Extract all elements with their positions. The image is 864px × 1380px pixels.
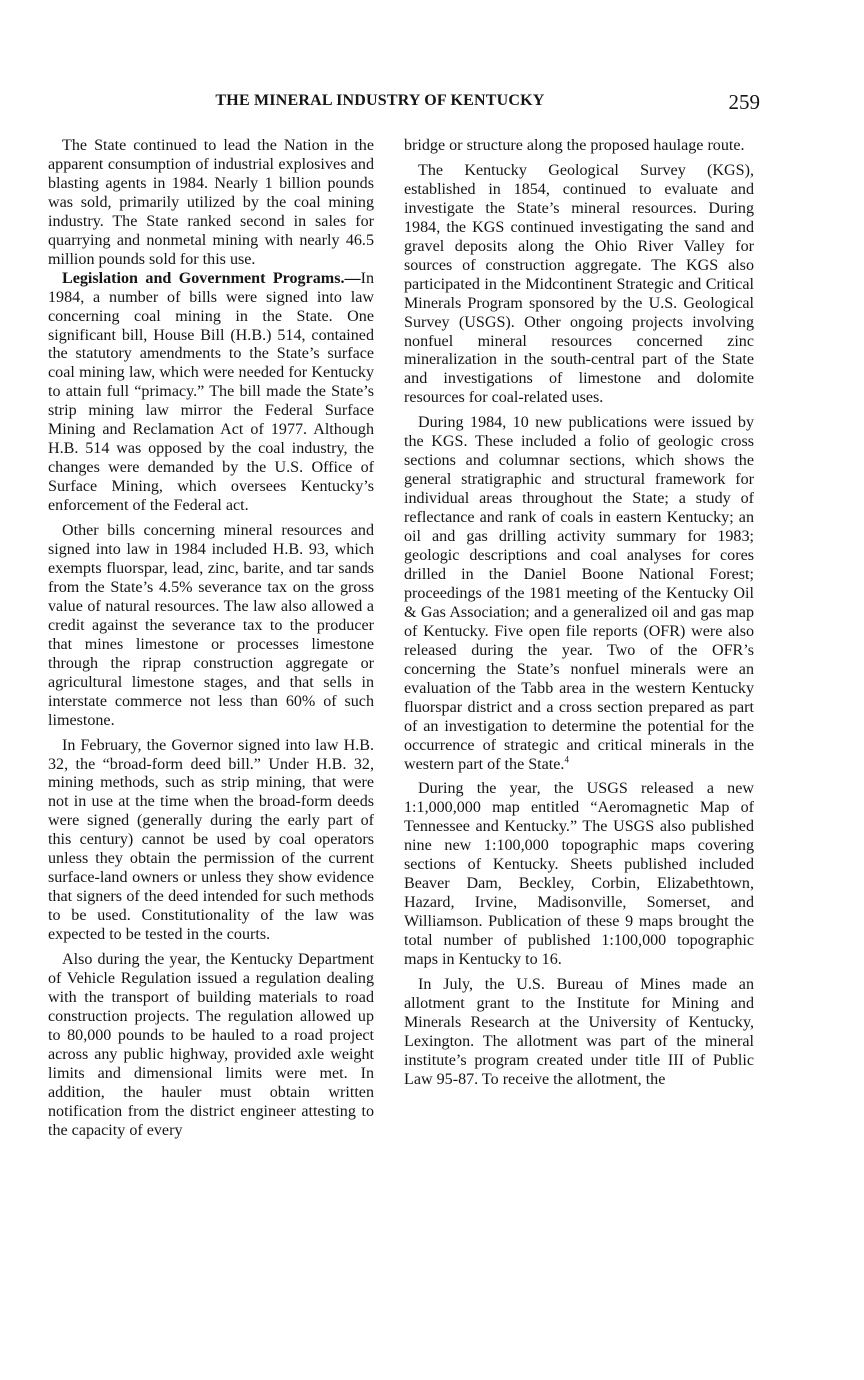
paragraph-kgs: The Kentucky Geological Survey (KGS), established in 1854, continued to evaluate and investigate the State’s mineral resources. During 1984, the KGS continued investigating the sand and gravel deposits along the Ohio River Valley for sources of construction aggregate. The KGS also participated in the Midcontinent Strategic and Critical Minerals Program sponsored by the U.S. Geological Survey (USGS). Other ongoing projects involving nonfuel mineral resources concerned zinc mineralization in the south-central part of the State and investigations of limestone and dolomite resources for coal-related uses. (404, 161, 754, 407)
paragraph-legislation (48, 270, 374, 516)
paragraph-broad-form-deed: In February, the Governor signed into law H.B. 32, the “broad-form deed bill.” Under H.B. 32, mining methods, such as strip mining, that were not in use at the time when the broad-form deeds were signed (generally during the early part of this century) cannot be used by coal operators unless they obtain the permission of the current surface-land owners or unless they show evidence that signers of the deed intended for such methods to be used. Constitutionality of the law was expected to be tested in the courts. (48, 736, 374, 944)
left-column (48, 137, 374, 1141)
section-heading-legislation: Legislation and Government Programs.— (62, 269, 361, 287)
page-header (60, 90, 760, 116)
running-title: THE MINERAL INDUSTRY OF KENTUCKY (215, 92, 545, 109)
paragraph-legislation-text: In 1984, a number of bills were signed into law concerning coal mining in the State. One significant bill, House Bill (H.B.) 514, contained the statutory amendments to the State’s surface coal mining law, which were needed for Kentucky to attain full “primacy.” The bill made the State’s strip mining law mirror the Federal Surface Mining and Reclamation Act of 1977. Although H.B. 514 was opposed by the coal industry, the changes were demanded by the U.S. Office of Surface Mining, which oversees Kentucky’s enforcement of the Federal act. (48, 269, 374, 515)
paragraph-bureau-of-mines: In July, the U.S. Bureau of Mines made an allotment grant to the Institute for Mining and Minerals Research at the University of Kentucky, Lexington. The allotment was part of the mineral institute’s program created under title III of Public Law 95-87. To receive the allotment, the (404, 975, 754, 1088)
paragraph-publications-text: During 1984, 10 new publications were issued by the KGS. These included a folio of geologic cross sections and columnar sections, which shows the general stratigraphic and structural framework for individual areas throughout the State; a study of reflectance and rank of coals in eastern Kentucky; an oil and gas drilling activity summary for 1983; geologic descriptions and coal analyses for cores drilled in the Daniel Boone National Forest; proceedings of the 1981 meeting of the Kentucky Oil & Gas Association; and a generalized oil and gas map of Kentucky. Five open file reports (OFR) were also released during the year. Two of the OFR’s concerning the State’s nonfuel minerals were an evaluation of the Tabb area in the western Kentucky fluorspar district and a cross section prepared as part of an investigation to determine the potential for the occurrence of strategic and critical minerals in the western part of the State. (404, 414, 754, 773)
page-number: 259 (728, 90, 760, 114)
footnote-marker: 4 (564, 754, 569, 765)
paragraph-other-bills: Other bills concerning mineral resources and signed into law in 1984 included H.B. 93, which exempts fluorspar, lead, zinc, barite, and tar sands from the State’s 4.5% severance tax on the gross value of natural resources. The law also allowed a credit against the severance tax to the producer that mines limestone or processes limestone through the riprap construction aggregate or agricultural limestone stages, and that sells in interstate commerce not less than 60% of such limestone. (48, 522, 374, 729)
paragraph-publications (404, 414, 754, 774)
paragraph-vehicle-regulation: Also during the year, the Kentucky Department of Vehicle Regulation issued a regulation dealing with the transport of building materials to road construction projects. The regulation allowed up to 80,000 pounds to be hauled to a road project across any public highway, provided axle weight limits and dimensional limits were met. In addition, the hauler must obtain written notification from the district engineer attesting to the capacity of every (48, 951, 374, 1139)
paragraph-usgs-maps: During the year, the USGS released a new 1:1,000,000 map entitled “Aeromagnetic Map of Tennessee and Kentucky.” The USGS also published nine new 1:100,000 topographic maps covering sections of Kentucky. Sheets published included Beaver Dam, Beckley, Corbin, Elizabethtown, Hazard, Irvine, Madisonville, Somerset, and Williamson. Publication of these 9 maps brought the total number of published 1:100,000 topographic maps in Kentucky to 16. (404, 780, 754, 969)
right-column (404, 137, 754, 1090)
paragraph-explosives: The State continued to lead the Nation in the apparent consumption of industrial explosives and blasting agents in 1984. Nearly 1 billion pounds was sold, primarily utilized by the coal mining industry. The State ranked second in sales for quarrying and nonmetal mining with nearly 46.5 million pounds sold for this use. (48, 137, 374, 268)
paragraph-haulage-route: bridge or structure along the proposed haulage route. (404, 137, 745, 154)
